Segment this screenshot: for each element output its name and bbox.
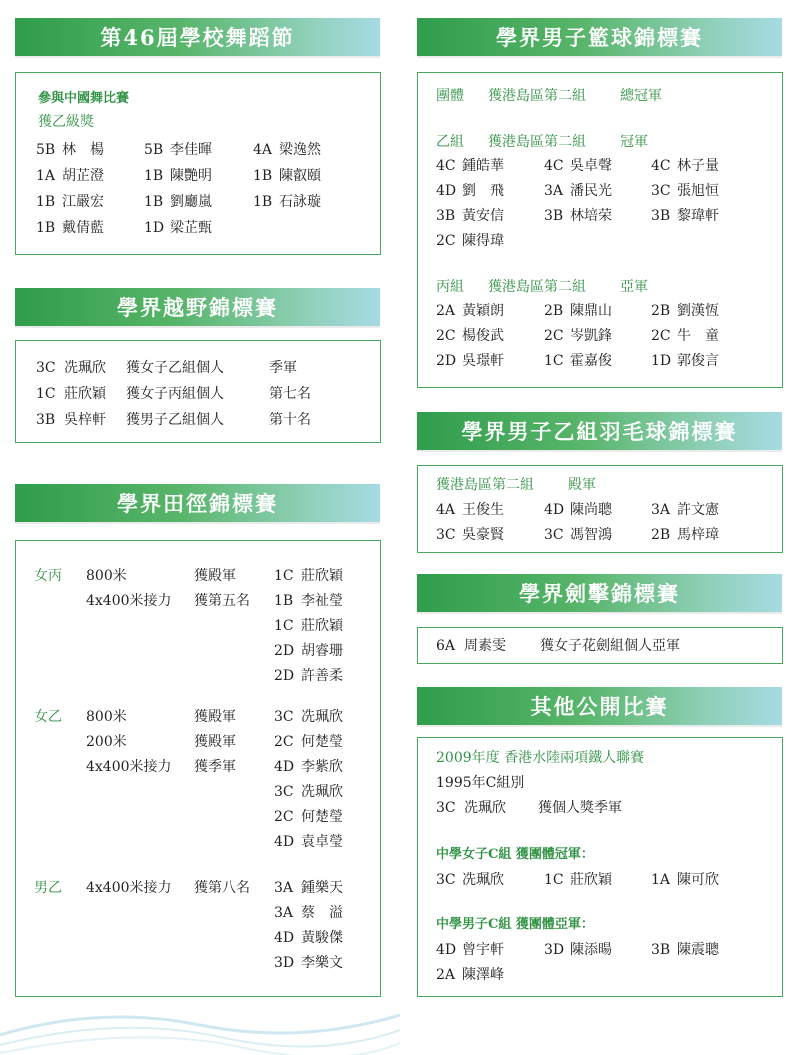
- basketball-team-label: 團體: [436, 88, 464, 104]
- basketball-person-name: 劉 飛: [462, 183, 504, 199]
- dance-person-class: 1B: [144, 194, 164, 210]
- basketball-person-class: 1D: [651, 353, 672, 369]
- basketball-person-class: 1C: [544, 353, 564, 369]
- athletics-person-class: 3D: [274, 955, 295, 971]
- crosscountry-result: 季軍: [269, 360, 297, 376]
- badminton-person-class: 2B: [651, 527, 671, 543]
- basketball-group-region: 獲港島區第二組: [488, 134, 586, 150]
- others-event3-person-class: 3D: [544, 942, 565, 958]
- crosscountry-event: 獲女子丙組個人: [126, 386, 224, 402]
- basketball-person-class: 4C: [651, 158, 671, 174]
- dance-title: 第46屆學校舞蹈節: [100, 25, 295, 50]
- basketball-person-name: 岑凱鋒: [570, 328, 612, 344]
- basketball-group-label: 乙組: [436, 134, 464, 150]
- athletics-event: 800米: [86, 568, 127, 584]
- athletics-person-class: 2D: [274, 643, 295, 659]
- athletics-person-name: 李祉瑩: [301, 593, 343, 609]
- basketball-person-name: 楊俊武: [462, 328, 504, 344]
- others-event1-name: 冼珮欣: [464, 800, 506, 816]
- basketball-team-result: 總冠軍: [620, 88, 662, 104]
- basketball-person-name: 陳鼎山: [570, 303, 612, 319]
- others-event3-person-name: 曾宇軒: [462, 942, 504, 958]
- badminton-person-name: 吳豪賢: [462, 527, 504, 543]
- dance-person-class: 1B: [36, 194, 56, 210]
- basketball-person-name: 黃穎朗: [462, 303, 504, 319]
- badminton-person-name: 許文憲: [677, 502, 719, 518]
- fencing-box: [417, 627, 783, 664]
- others-event3: 中學男子C組 獲團體亞軍：: [436, 917, 594, 932]
- basketball-person-class: 2C: [651, 328, 671, 344]
- athletics-person-name: 莊欣穎: [301, 568, 343, 584]
- athletics-person-name: 莊欣穎: [301, 618, 343, 634]
- crosscountry-name: 冼珮欣: [64, 360, 106, 376]
- badminton-region: 獲港島區第二組: [436, 477, 534, 493]
- others-event1-award: 獲個人獎季軍: [538, 800, 622, 816]
- dance-person-name: 胡芷澄: [62, 168, 104, 184]
- fencing-award: 獲女子花劍組個人亞軍: [540, 638, 680, 654]
- basketball-person-name: 黃安信: [462, 208, 504, 224]
- basketball-person-name: 黎瑋軒: [677, 208, 719, 224]
- crosscountry-result: 第七名: [269, 386, 311, 402]
- basketball-person-name: 霍嘉俊: [570, 353, 612, 369]
- others-event2-person-class: 3C: [436, 872, 456, 888]
- athletics-person-name: 胡睿珊: [301, 643, 343, 659]
- others-event2-person-name: 冼珮欣: [462, 872, 504, 888]
- dance-person-name: 梁芷甄: [170, 220, 212, 236]
- dance-person-class: 1B: [253, 194, 273, 210]
- badminton-person-name: 馬梓璋: [677, 527, 719, 543]
- basketball-person-class: 2C: [436, 233, 456, 249]
- basketball-person-name: 潘民光: [570, 183, 612, 199]
- athletics-person-name: 何楚瑩: [301, 734, 343, 750]
- basketball-person-name: 鍾皓華: [462, 158, 504, 174]
- dance-person-class: 4A: [253, 142, 273, 158]
- basketball-person-class: 2A: [436, 303, 456, 319]
- dance-heading: 參與中國舞比賽: [38, 91, 130, 106]
- athletics-person-class: 4D: [274, 759, 295, 775]
- fencing-name: 周素雯: [464, 638, 506, 654]
- athletics-event: 4x400米接力: [86, 880, 172, 896]
- dance-person-class: 5B: [144, 142, 164, 158]
- badminton-person-class: 3C: [544, 527, 564, 543]
- badminton-person-name: 王俊生: [462, 502, 504, 518]
- dance-person-class: 1D: [144, 220, 165, 236]
- dance-person-name: 石詠璇: [279, 194, 321, 210]
- athletics-box: [15, 540, 381, 997]
- athletics-person-class: 3C: [274, 709, 294, 725]
- dance-person-name: 林 楊: [62, 142, 104, 158]
- basketball-person-class: 4D: [436, 183, 457, 199]
- others-event3-person-name: 陳震聰: [677, 942, 719, 958]
- others-event3-person-class: 4D: [436, 942, 457, 958]
- others-event1-class: 3C: [436, 800, 456, 816]
- basketball-group-result: 亞軍: [620, 279, 648, 295]
- fencing-class: 6A: [436, 638, 456, 654]
- dance-person-name: 梁逸然: [279, 142, 321, 158]
- crosscountry-name: 吳梓軒: [64, 412, 106, 428]
- crosscountry-result: 第十名: [269, 412, 311, 428]
- basketball-team-region: 獲港島區第二組: [488, 88, 586, 104]
- basketball-person-class: 2D: [436, 353, 457, 369]
- athletics-group-label: 男乙: [34, 880, 62, 896]
- basketball-person-name: 陳得瑋: [462, 233, 504, 249]
- badminton-person-class: 3A: [651, 502, 671, 518]
- athletics-event-result: 獲殿軍: [194, 568, 236, 584]
- basketball-person-class: 3B: [544, 208, 564, 224]
- athletics-group-label: 女乙: [34, 709, 62, 725]
- basketball-person-class: 3C: [651, 183, 671, 199]
- basketball-person-class: 3B: [651, 208, 671, 224]
- athletics-event: 4x400米接力: [86, 759, 172, 775]
- basketball-person-class: 4C: [436, 158, 456, 174]
- badminton-person-class: 4D: [544, 502, 565, 518]
- basketball-person-name: 張旭恒: [677, 183, 719, 199]
- badminton-title: 學界男子乙組羽毛球錦標賽: [461, 419, 738, 444]
- basketball-box: [417, 72, 783, 388]
- dance-award: 獲乙級獎: [38, 114, 94, 130]
- athletics-person-name: 許善柔: [301, 668, 343, 684]
- dance-person-class: 1B: [144, 168, 164, 184]
- athletics-event: 800米: [86, 709, 127, 725]
- basketball-person-name: 牛 童: [677, 328, 719, 344]
- athletics-person-name: 冼珮欣: [301, 709, 343, 725]
- athletics-person-name: 何楚瑩: [301, 809, 343, 825]
- crosscountry-event: 獲男子乙組個人: [126, 412, 224, 428]
- others-event1: 2009年度 香港水陸兩項鐵人聯賽: [436, 750, 645, 766]
- athletics-person-class: 2C: [274, 734, 294, 750]
- others-event3-person-class: 2A: [436, 967, 456, 983]
- athletics-event: 4x400米接力: [86, 593, 172, 609]
- athletics-person-class: 3C: [274, 784, 294, 800]
- basketball-person-name: 吳卓聲: [570, 158, 612, 174]
- dance-person-class: 5B: [36, 142, 56, 158]
- crosscountry-class: 3C: [36, 360, 56, 376]
- athletics-person-class: 1C: [274, 568, 294, 584]
- others-banner: [417, 687, 782, 725]
- athletics-person-name: 蔡 溢: [301, 905, 343, 921]
- others-event3-person-name: 陳添暘: [570, 942, 612, 958]
- basketball-person-name: 林子量: [677, 158, 719, 174]
- athletics-person-class: 2C: [274, 809, 294, 825]
- athletics-person-class: 1B: [274, 593, 294, 609]
- others-event3-person-name: 陳澤峰: [462, 967, 504, 983]
- dance-person-name: 劉廳嵐: [170, 194, 212, 210]
- athletics-person-name: 袁卓瑩: [301, 834, 343, 850]
- basketball-group-label: 丙組: [436, 279, 464, 295]
- athletics-person-class: 3A: [274, 905, 294, 921]
- others-event3-person-class: 3B: [651, 942, 671, 958]
- others-title: 其他公開比賽: [530, 694, 669, 719]
- crosscountry-title: 學界越野錦標賽: [117, 295, 278, 320]
- basketball-person-name: 劉漢恆: [677, 303, 719, 319]
- crosscountry-class: 1C: [36, 386, 56, 402]
- athletics-person-class: 1C: [274, 618, 294, 634]
- badminton-person-name: 馮智鴻: [570, 527, 612, 543]
- dance-person-name: 陳叡頤: [279, 168, 321, 184]
- dance-person-name: 李佳暉: [170, 142, 212, 158]
- others-event2-person-class: 1A: [651, 872, 671, 888]
- crosscountry-class: 3B: [36, 412, 56, 428]
- dance-box: [15, 72, 381, 255]
- athletics-person-name: 李紫欣: [301, 759, 343, 775]
- athletics-person-class: 3A: [274, 880, 294, 896]
- athletics-banner: [15, 484, 380, 522]
- basketball-title: 學界男子籃球錦標賽: [496, 25, 703, 50]
- athletics-event: 200米: [86, 734, 127, 750]
- others-event1-sub: 1995年C組別: [436, 775, 525, 791]
- fencing-banner: [417, 574, 782, 612]
- basketball-group-region: 獲港島區第二組: [488, 279, 586, 295]
- badminton-result: 殿軍: [568, 477, 596, 493]
- fencing-title: 學界劍擊錦標賽: [519, 581, 680, 606]
- athletics-event-result: 獲殿軍: [194, 709, 236, 725]
- athletics-person-name: 李樂文: [301, 955, 343, 971]
- athletics-person-name: 鍾樂天: [301, 880, 343, 896]
- basketball-banner: [417, 18, 782, 56]
- others-box: [417, 737, 783, 997]
- others-event2-person-name: 陳可欣: [677, 872, 719, 888]
- others-event2-person-name: 莊欣穎: [570, 872, 612, 888]
- athletics-person-name: 黃駿傑: [301, 930, 343, 946]
- badminton-banner: [417, 412, 782, 450]
- basketball-person-class: 2C: [544, 328, 564, 344]
- crosscountry-name: 莊欣穎: [64, 386, 106, 402]
- athletics-event-result: 獲第五名: [194, 593, 250, 609]
- others-event2: 中學女子C組 獲團體冠軍：: [436, 847, 594, 862]
- dance-person-class: 1B: [36, 220, 56, 236]
- athletics-event-result: 獲第八名: [194, 880, 250, 896]
- athletics-group-label: 女丙: [34, 568, 62, 584]
- athletics-event-result: 獲季軍: [194, 759, 236, 775]
- athletics-person-class: 2D: [274, 668, 295, 684]
- athletics-person-class: 4D: [274, 930, 295, 946]
- athletics-person-name: 冼珮欣: [301, 784, 343, 800]
- badminton-box: [417, 465, 783, 553]
- basketball-person-name: 林培荣: [570, 208, 612, 224]
- basketball-group-result: 冠軍: [620, 134, 648, 150]
- dance-person-class: 1A: [36, 168, 56, 184]
- crosscountry-banner: [15, 288, 380, 326]
- dance-person-name: 陳艷明: [170, 168, 212, 184]
- crosscountry-event: 獲女子乙組個人: [126, 360, 224, 376]
- basketball-person-name: 郭俊言: [677, 353, 719, 369]
- basketball-person-class: 3A: [544, 183, 564, 199]
- badminton-person-class: 4A: [436, 502, 456, 518]
- badminton-person-name: 陳尚聰: [570, 502, 612, 518]
- background-wave-decoration: [0, 995, 400, 1055]
- crosscountry-box: [15, 340, 381, 443]
- basketball-person-class: 2C: [436, 328, 456, 344]
- dance-person-name: 江嚴宏: [62, 194, 104, 210]
- basketball-person-name: 吳璟軒: [462, 353, 504, 369]
- basketball-person-class: 4C: [544, 158, 564, 174]
- athletics-person-class: 4D: [274, 834, 295, 850]
- others-event2-person-class: 1C: [544, 872, 564, 888]
- athletics-event-result: 獲殿軍: [194, 734, 236, 750]
- dance-person-class: 1B: [253, 168, 273, 184]
- basketball-person-class: 2B: [651, 303, 671, 319]
- dance-person-name: 戴倩藍: [62, 220, 104, 236]
- basketball-person-class: 2B: [544, 303, 564, 319]
- dance-banner: [15, 18, 380, 56]
- basketball-person-class: 3B: [436, 208, 456, 224]
- badminton-person-class: 3C: [436, 527, 456, 543]
- athletics-title: 學界田徑錦標賽: [117, 491, 278, 516]
